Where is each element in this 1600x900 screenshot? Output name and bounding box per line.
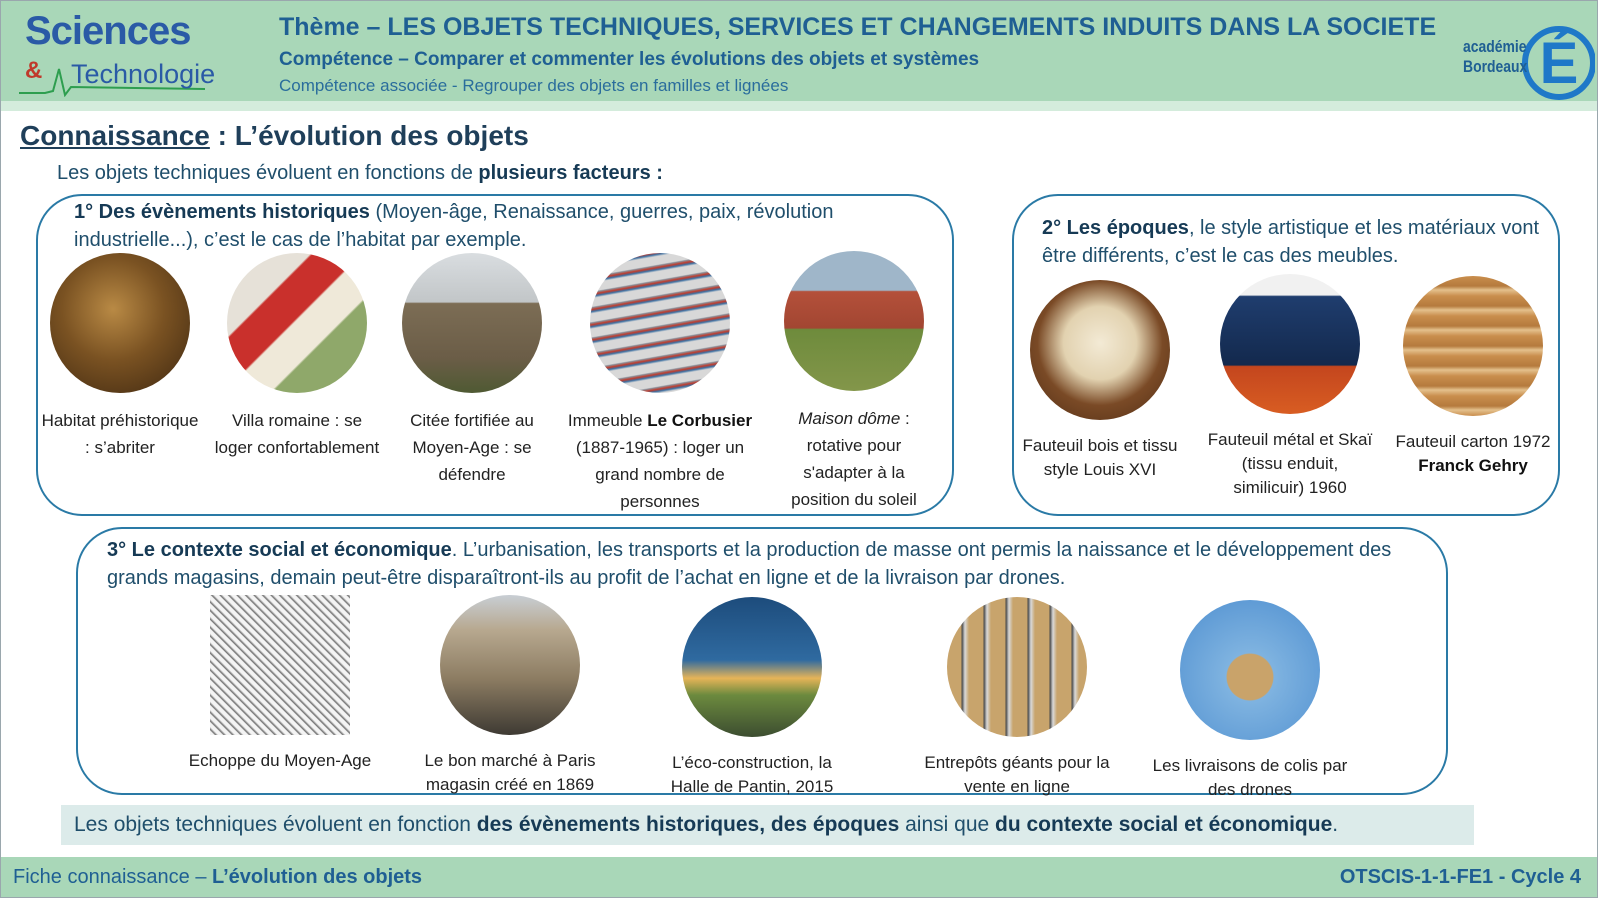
item-fauteuil-metal [1205, 274, 1375, 500]
item-habitat-prehistorique [40, 253, 200, 461]
item-caption: Fauteuil carton 1972 Franck Gehry [1395, 432, 1551, 475]
drone-delivery-image [1180, 600, 1320, 740]
item-maison-dome [774, 251, 934, 513]
header-bar [1, 1, 1597, 101]
intro-plain: Les objets techniques évoluent en fonctions de [57, 162, 479, 184]
academie-letter: É [1539, 31, 1579, 96]
title-text: : L’évolution des objets [209, 120, 529, 151]
item-caption: Fauteuil métal et Skaï (tissu enduit, similicuir) 1960 [1207, 430, 1373, 497]
competence-associee-line: Compétence associée - Regrouper des objets en familles et lignées [279, 76, 789, 95]
item-caption: Citée fortifiée au Moyen-Age : se défendre [410, 411, 534, 484]
page-title [20, 120, 529, 152]
box2-heading-bold: 2° Les époques [1042, 217, 1189, 239]
halle-pantin-image [682, 597, 822, 737]
item-caption: Le bon marché à Paris magasin créé en 1869 [424, 751, 596, 794]
item-fauteuil-louis-xvi [1020, 280, 1180, 482]
header-strip [1, 101, 1597, 111]
item-immeuble-corbusier [560, 253, 760, 515]
logo-sciences-text: Sciences [25, 9, 191, 53]
logo-ampersand: & [25, 57, 43, 84]
warehouse-image [947, 597, 1087, 737]
item-halle-pantin [652, 597, 852, 799]
fortified-city-image [402, 253, 542, 393]
medieval-shop-image [210, 595, 350, 735]
louis-xvi-chair-image [1030, 280, 1170, 420]
footer-bar [1, 857, 1597, 897]
footer-left: Fiche connaissance – L’évolution des objets [13, 866, 423, 888]
item-caption: Echoppe du Moyen-Age [188, 751, 372, 770]
academie-line2: Bordeaux [1463, 57, 1528, 76]
item-drones [1150, 600, 1350, 802]
bon-marche-image [440, 595, 580, 735]
sciences-technologie-logo [15, 7, 215, 97]
academie-text [1463, 37, 1527, 77]
item-caption: Villa romaine : se loger confortablement [214, 411, 380, 457]
dome-house-image [784, 251, 924, 391]
item-bon-marche [410, 595, 610, 797]
item-caption: Fauteuil bois et tissu style Louis XVI [1022, 436, 1178, 479]
intro-text [57, 162, 663, 185]
cardboard-chair-image [1403, 276, 1543, 416]
metal-chair-image [1220, 274, 1360, 414]
box1-heading-bold: 1° Des évènements historiques [74, 201, 370, 223]
item-caption: Maison dôme : rotative pour s'adapter à la position du soleil [791, 409, 917, 509]
academie-bordeaux-logo [1459, 5, 1595, 101]
title-label: Connaissance [20, 120, 210, 151]
box2-heading [1042, 214, 1542, 270]
footer-reference: OTSCIS-1-1-FE1 - Cycle 4 [1339, 866, 1581, 888]
box1-heading-text: (Moyen-âge, Renaissance, guerres, paix, révolution industrielle...), c’est le cas de l’habitat par exemple. [74, 201, 834, 251]
item-caption: Immeuble Le Corbusier (1887-1965) : loger un grand nombre de personnes [567, 411, 753, 511]
theme-title: Thème – LES OBJETS TECHNIQUES, SERVICES ET CHANGEMENTS INDUITS DANS LA SOCIETE [279, 13, 1437, 41]
competence-line: Compétence – Comparer et commenter les évolutions des objets et systèmes [279, 49, 980, 70]
box3-heading-bold: 3° Le contexte social et économique [107, 539, 452, 561]
box3-heading-text: . L’urbanisation, les transports et la production de masse ont permis la naissance et le développement des grands magasins, demain peut-être disparaîtront-ils au profit de l’achat en ligne et de la livraison par drones. [107, 539, 1392, 589]
item-caption: Habitat préhistorique : s’abriter [41, 411, 199, 457]
roman-villa-image [227, 253, 367, 393]
cave-image [50, 253, 190, 393]
item-villa-romaine [212, 253, 382, 461]
academie-line1: académie [1463, 37, 1527, 56]
item-caption: Les livraisons de colis par des drones [1152, 756, 1348, 799]
item-caption: Entrepôts géants pour la vente en ligne [924, 753, 1110, 796]
item-caption: L’éco-construction, la Halle de Pantin, 2015 [670, 753, 834, 796]
box2-heading-text: , le style artistique et les matériaux vont être différents, c’est le cas des meubles. [1042, 217, 1540, 267]
corbusier-building-image [590, 253, 730, 393]
intro-bold: plusieurs facteurs : [478, 162, 663, 184]
item-echoppe [175, 595, 385, 773]
box1-heading [74, 198, 934, 254]
item-citee-fortifiee [392, 253, 552, 488]
item-fauteuil-carton [1393, 276, 1553, 478]
logo-technologie-text: Technologie [71, 59, 216, 89]
item-entrepots [912, 597, 1122, 799]
box3-heading [107, 536, 1437, 592]
summary-banner: Les objets techniques évoluent en fonction des évènements historiques, des époques ainsi que du contexte social et économique. [61, 805, 1474, 845]
